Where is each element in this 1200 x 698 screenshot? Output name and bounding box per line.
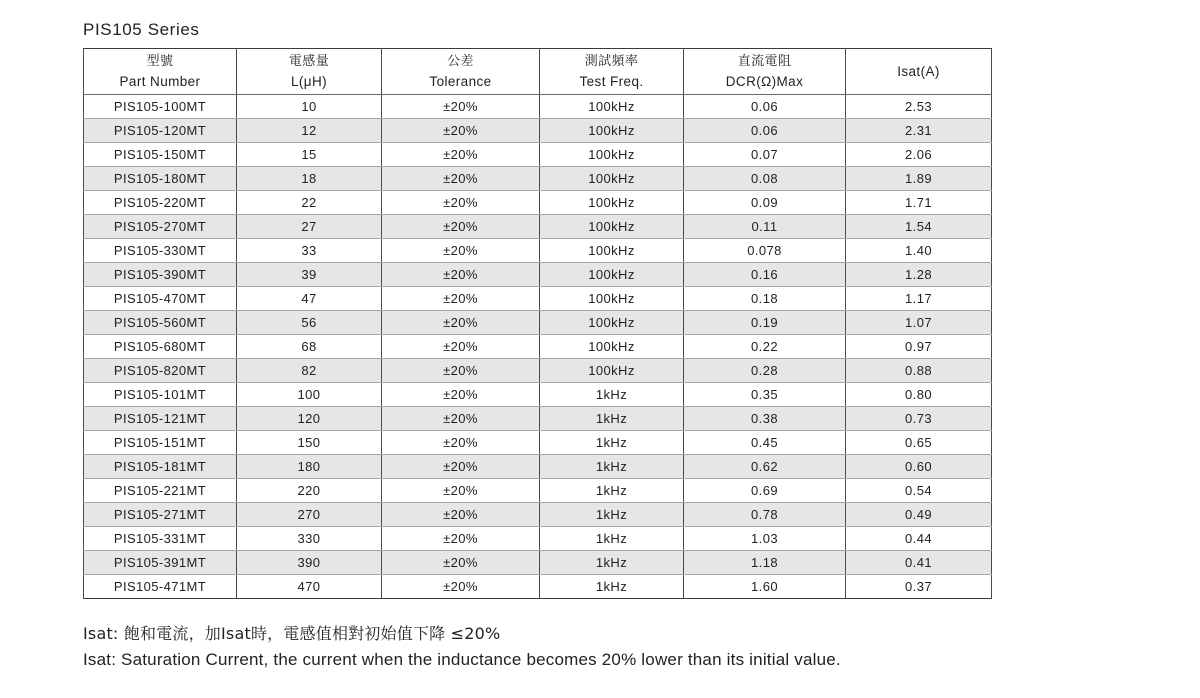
cell-tolerance: ±20% bbox=[382, 119, 540, 143]
table-row bbox=[84, 383, 992, 407]
cell-tolerance: ±20% bbox=[382, 95, 540, 119]
cell-part-number: PIS105-220MT bbox=[84, 191, 237, 215]
table-row bbox=[84, 191, 992, 215]
cell-part-number: PIS105-271MT bbox=[84, 503, 237, 527]
cell-isat: 0.97 bbox=[846, 335, 992, 359]
cell-test-freq: 100kHz bbox=[540, 359, 684, 383]
table-row bbox=[84, 407, 992, 431]
cell-test-freq: 100kHz bbox=[540, 95, 684, 119]
cell-isat: 1.71 bbox=[846, 191, 992, 215]
cell-part-number: PIS105-390MT bbox=[84, 263, 237, 287]
header-tolerance-zh: 公差 bbox=[447, 53, 474, 69]
cell-tolerance: ±20% bbox=[382, 527, 540, 551]
cell-inductance: 470 bbox=[237, 575, 382, 599]
cell-inductance: 39 bbox=[237, 263, 382, 287]
cell-test-freq: 1kHz bbox=[540, 503, 684, 527]
cell-part-number: PIS105-221MT bbox=[84, 479, 237, 503]
cell-dcr: 0.16 bbox=[684, 263, 846, 287]
cell-test-freq: 100kHz bbox=[540, 191, 684, 215]
cell-isat: 1.07 bbox=[846, 311, 992, 335]
cell-part-number: PIS105-470MT bbox=[84, 287, 237, 311]
table-row bbox=[84, 551, 992, 575]
cell-test-freq: 1kHz bbox=[540, 527, 684, 551]
cell-dcr: 0.08 bbox=[684, 167, 846, 191]
cell-tolerance: ±20% bbox=[382, 479, 540, 503]
cell-dcr: 0.38 bbox=[684, 407, 846, 431]
cell-part-number: PIS105-680MT bbox=[84, 335, 237, 359]
cell-inductance: 18 bbox=[237, 167, 382, 191]
cell-inductance: 180 bbox=[237, 455, 382, 479]
header-inductance-zh: 電感量 bbox=[288, 53, 330, 69]
table-row bbox=[84, 503, 992, 527]
cell-part-number: PIS105-270MT bbox=[84, 215, 237, 239]
cell-test-freq: 100kHz bbox=[540, 287, 684, 311]
cell-test-freq: 100kHz bbox=[540, 335, 684, 359]
cell-inductance: 27 bbox=[237, 215, 382, 239]
cell-tolerance: ±20% bbox=[382, 287, 540, 311]
cell-dcr: 0.19 bbox=[684, 311, 846, 335]
cell-isat: 0.73 bbox=[846, 407, 992, 431]
cell-isat: 0.65 bbox=[846, 431, 992, 455]
table-row bbox=[84, 239, 992, 263]
table-header bbox=[84, 49, 992, 95]
cell-inductance: 22 bbox=[237, 191, 382, 215]
cell-isat: 0.88 bbox=[846, 359, 992, 383]
cell-isat: 1.28 bbox=[846, 263, 992, 287]
cell-isat: 1.54 bbox=[846, 215, 992, 239]
cell-isat: 0.49 bbox=[846, 503, 992, 527]
note-chinese: Isat: 飽和電流，加Isat時，電感值相對初始值下降 ≤20% bbox=[83, 624, 501, 643]
cell-isat: 1.17 bbox=[846, 287, 992, 311]
header-part-number-zh: 型號 bbox=[146, 53, 174, 69]
cell-inductance: 47 bbox=[237, 287, 382, 311]
cell-tolerance: ±20% bbox=[382, 575, 540, 599]
cell-dcr: 0.06 bbox=[684, 119, 846, 143]
cell-isat: 0.37 bbox=[846, 575, 992, 599]
header-part-number bbox=[84, 49, 237, 95]
cell-part-number: PIS105-181MT bbox=[84, 455, 237, 479]
cell-tolerance: ±20% bbox=[382, 191, 540, 215]
cell-tolerance: ±20% bbox=[382, 143, 540, 167]
table-row bbox=[84, 455, 992, 479]
cell-part-number: PIS105-151MT bbox=[84, 431, 237, 455]
cell-test-freq: 100kHz bbox=[540, 215, 684, 239]
page-title: PIS105 Series bbox=[83, 20, 200, 39]
cell-dcr: 0.18 bbox=[684, 287, 846, 311]
table-row bbox=[84, 287, 992, 311]
table-row bbox=[84, 95, 992, 119]
cell-isat: 0.54 bbox=[846, 479, 992, 503]
header-isat bbox=[846, 49, 992, 95]
cell-tolerance: ±20% bbox=[382, 215, 540, 239]
cell-test-freq: 1kHz bbox=[540, 575, 684, 599]
table-row bbox=[84, 215, 992, 239]
cell-dcr: 0.09 bbox=[684, 191, 846, 215]
header-inductance-en: L(μH) bbox=[290, 73, 328, 89]
cell-dcr: 1.60 bbox=[684, 575, 846, 599]
table-row bbox=[84, 119, 992, 143]
cell-part-number: PIS105-180MT bbox=[84, 167, 237, 191]
note-english: Isat: Saturation Current, the current when the inductance becomes 20% lower than its initial value. bbox=[83, 650, 841, 669]
cell-tolerance: ±20% bbox=[382, 239, 540, 263]
cell-tolerance: ±20% bbox=[382, 359, 540, 383]
table-row bbox=[84, 479, 992, 503]
cell-tolerance: ±20% bbox=[382, 431, 540, 455]
cell-inductance: 330 bbox=[237, 527, 382, 551]
cell-part-number: PIS105-100MT bbox=[84, 95, 237, 119]
cell-test-freq: 1kHz bbox=[540, 407, 684, 431]
cell-part-number: PIS105-820MT bbox=[84, 359, 237, 383]
header-tolerance-en: Tolerance bbox=[429, 73, 492, 89]
cell-tolerance: ±20% bbox=[382, 167, 540, 191]
cell-dcr: 0.28 bbox=[684, 359, 846, 383]
cell-tolerance: ±20% bbox=[382, 407, 540, 431]
header-row bbox=[84, 49, 992, 95]
cell-dcr: 0.78 bbox=[684, 503, 846, 527]
cell-inductance: 270 bbox=[237, 503, 382, 527]
cell-inductance: 150 bbox=[237, 431, 382, 455]
cell-test-freq: 1kHz bbox=[540, 383, 684, 407]
cell-dcr: 0.62 bbox=[684, 455, 846, 479]
cell-isat: 1.40 bbox=[846, 239, 992, 263]
cell-test-freq: 100kHz bbox=[540, 239, 684, 263]
cell-isat: 0.44 bbox=[846, 527, 992, 551]
cell-test-freq: 1kHz bbox=[540, 479, 684, 503]
cell-test-freq: 100kHz bbox=[540, 143, 684, 167]
table-row bbox=[84, 167, 992, 191]
cell-dcr: 1.03 bbox=[684, 527, 846, 551]
header-dcr-zh: 直流電阻 bbox=[737, 53, 792, 69]
cell-isat: 2.53 bbox=[846, 95, 992, 119]
cell-tolerance: ±20% bbox=[382, 551, 540, 575]
cell-tolerance: ±20% bbox=[382, 383, 540, 407]
table-row bbox=[84, 335, 992, 359]
cell-tolerance: ±20% bbox=[382, 311, 540, 335]
header-test-freq bbox=[540, 49, 684, 95]
cell-dcr: 0.11 bbox=[684, 215, 846, 239]
cell-tolerance: ±20% bbox=[382, 503, 540, 527]
header-tolerance bbox=[382, 49, 540, 95]
header-inductance bbox=[237, 49, 382, 95]
cell-inductance: 12 bbox=[237, 119, 382, 143]
cell-isat: 0.60 bbox=[846, 455, 992, 479]
header-part-number-en: Part Number bbox=[119, 73, 201, 89]
table-row bbox=[84, 359, 992, 383]
cell-tolerance: ±20% bbox=[382, 335, 540, 359]
header-test-freq-en: Test Freq. bbox=[579, 73, 644, 89]
header-dcr-en: DCR(Ω)Max bbox=[725, 73, 804, 89]
cell-inductance: 15 bbox=[237, 143, 382, 167]
cell-tolerance: ±20% bbox=[382, 263, 540, 287]
cell-isat: 2.31 bbox=[846, 119, 992, 143]
cell-part-number: PIS105-120MT bbox=[84, 119, 237, 143]
cell-inductance: 120 bbox=[237, 407, 382, 431]
cell-test-freq: 1kHz bbox=[540, 455, 684, 479]
cell-dcr: 0.35 bbox=[684, 383, 846, 407]
cell-part-number: PIS105-121MT bbox=[84, 407, 237, 431]
cell-test-freq: 1kHz bbox=[540, 551, 684, 575]
table-row bbox=[84, 263, 992, 287]
cell-isat: 2.06 bbox=[846, 143, 992, 167]
cell-isat: 0.41 bbox=[846, 551, 992, 575]
cell-isat: 1.89 bbox=[846, 167, 992, 191]
spec-table bbox=[83, 48, 992, 599]
cell-part-number: PIS105-391MT bbox=[84, 551, 237, 575]
cell-inductance: 68 bbox=[237, 335, 382, 359]
cell-part-number: PIS105-330MT bbox=[84, 239, 237, 263]
cell-test-freq: 100kHz bbox=[540, 119, 684, 143]
cell-dcr: 0.06 bbox=[684, 95, 846, 119]
cell-inductance: 82 bbox=[237, 359, 382, 383]
cell-part-number: PIS105-560MT bbox=[84, 311, 237, 335]
cell-part-number: PIS105-471MT bbox=[84, 575, 237, 599]
cell-test-freq: 1kHz bbox=[540, 431, 684, 455]
cell-inductance: 33 bbox=[237, 239, 382, 263]
table-row bbox=[84, 143, 992, 167]
table-row bbox=[84, 311, 992, 335]
cell-dcr: 0.07 bbox=[684, 143, 846, 167]
cell-inductance: 10 bbox=[237, 95, 382, 119]
cell-dcr: 1.18 bbox=[684, 551, 846, 575]
cell-part-number: PIS105-331MT bbox=[84, 527, 237, 551]
table-row bbox=[84, 575, 992, 599]
header-isat-label: Isat(A) bbox=[897, 63, 940, 79]
cell-tolerance: ±20% bbox=[382, 455, 540, 479]
header-test-freq-zh: 測試頻率 bbox=[584, 53, 639, 69]
cell-part-number: PIS105-101MT bbox=[84, 383, 237, 407]
cell-dcr: 0.078 bbox=[684, 239, 846, 263]
header-dcr bbox=[684, 49, 846, 95]
cell-test-freq: 100kHz bbox=[540, 167, 684, 191]
cell-inductance: 56 bbox=[237, 311, 382, 335]
cell-test-freq: 100kHz bbox=[540, 263, 684, 287]
table-row bbox=[84, 527, 992, 551]
cell-inductance: 100 bbox=[237, 383, 382, 407]
cell-test-freq: 100kHz bbox=[540, 311, 684, 335]
cell-inductance: 390 bbox=[237, 551, 382, 575]
cell-isat: 0.80 bbox=[846, 383, 992, 407]
table-row bbox=[84, 431, 992, 455]
cell-dcr: 0.22 bbox=[684, 335, 846, 359]
cell-dcr: 0.69 bbox=[684, 479, 846, 503]
cell-dcr: 0.45 bbox=[684, 431, 846, 455]
cell-part-number: PIS105-150MT bbox=[84, 143, 237, 167]
table-body bbox=[84, 95, 992, 599]
cell-inductance: 220 bbox=[237, 479, 382, 503]
